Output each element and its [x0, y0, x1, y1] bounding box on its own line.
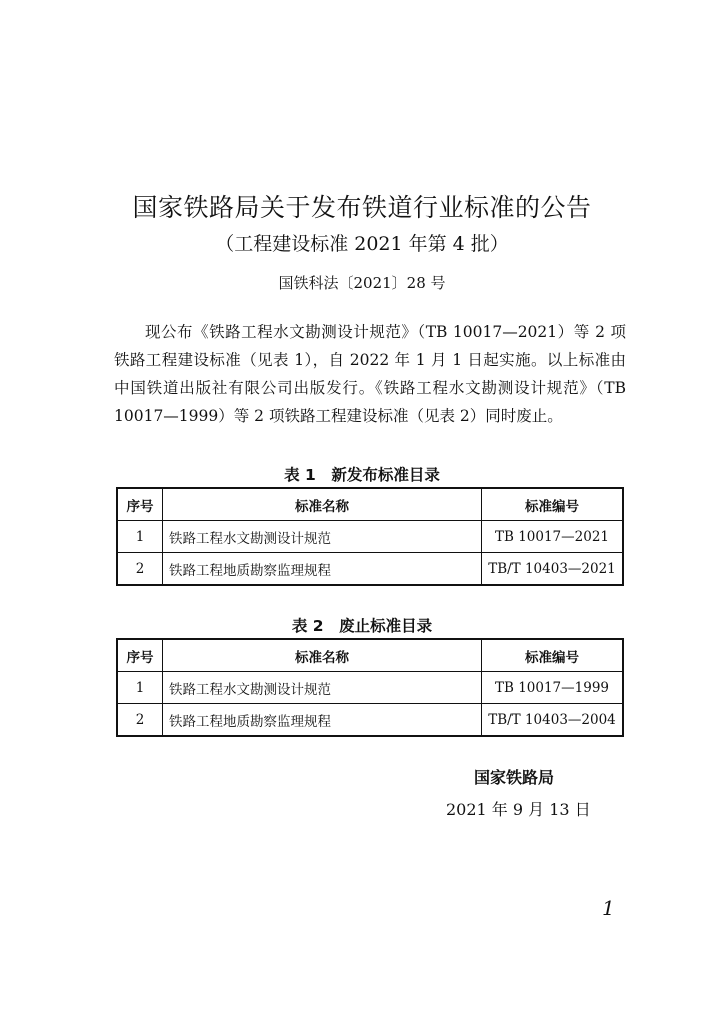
table-row [117, 672, 623, 704]
table-row [117, 553, 623, 586]
notice-body [114, 318, 626, 430]
table-header-row [117, 488, 623, 521]
row-name: 铁路工程地质勘察监理规程 [163, 704, 482, 737]
row-code: TB 10017—1999 [482, 672, 624, 704]
header-name: 标准名称 [163, 488, 482, 521]
row-name: 铁路工程地质勘察监理规程 [163, 553, 482, 586]
row-no: 1 [117, 521, 163, 553]
abolished-standards-table [116, 638, 624, 737]
header-no: 序号 [117, 488, 163, 521]
row-name: 铁路工程水文勘测设计规范 [163, 521, 482, 553]
page-number: 1 [602, 896, 615, 920]
table-header-row [117, 639, 623, 672]
notice-subtitle: （工程建设标准 2021 年第 4 批） [215, 233, 509, 255]
row-code: TB/T 10403—2004 [482, 704, 624, 737]
document-number: 国铁科法〔2021〕28 号 [278, 274, 446, 292]
table1-title: 表 1 新发布标准目录 [284, 466, 440, 484]
row-no: 1 [117, 672, 163, 704]
notice-title: 国家铁路局关于发布铁道行业标准的公告 [132, 193, 592, 222]
issue-date: 2021 年 9 月 13 日 [446, 800, 591, 819]
table2-title: 表 2 废止标准目录 [291, 617, 433, 635]
header-no: 序号 [117, 639, 163, 672]
table-row [117, 704, 623, 737]
row-no: 2 [117, 704, 163, 737]
row-no: 2 [117, 553, 163, 586]
table-row [117, 521, 623, 553]
header-name: 标准名称 [163, 639, 482, 672]
header-code: 标准编号 [482, 488, 624, 521]
header-code: 标准编号 [482, 639, 624, 672]
row-code: TB 10017—2021 [482, 521, 624, 553]
row-code: TB/T 10403—2021 [482, 553, 624, 586]
body-paragraph: 现公布《铁路工程水文勘测设计规范》（TB 10017—2021）等 2 项铁路工程建设标准（见表 1），自 2022 年 1 月 1 日起实施。以上标准由中国铁道出版社有限公司出版发行。《铁路工程水文勘测设计规范》（TB 10017—1999）等 2 项铁路工程建设标准（见表 2）同时废止。 [114, 323, 626, 425]
issuer-name: 国家铁路局 [474, 768, 555, 787]
new-standards-table [116, 487, 624, 586]
row-name: 铁路工程水文勘测设计规范 [163, 672, 482, 704]
